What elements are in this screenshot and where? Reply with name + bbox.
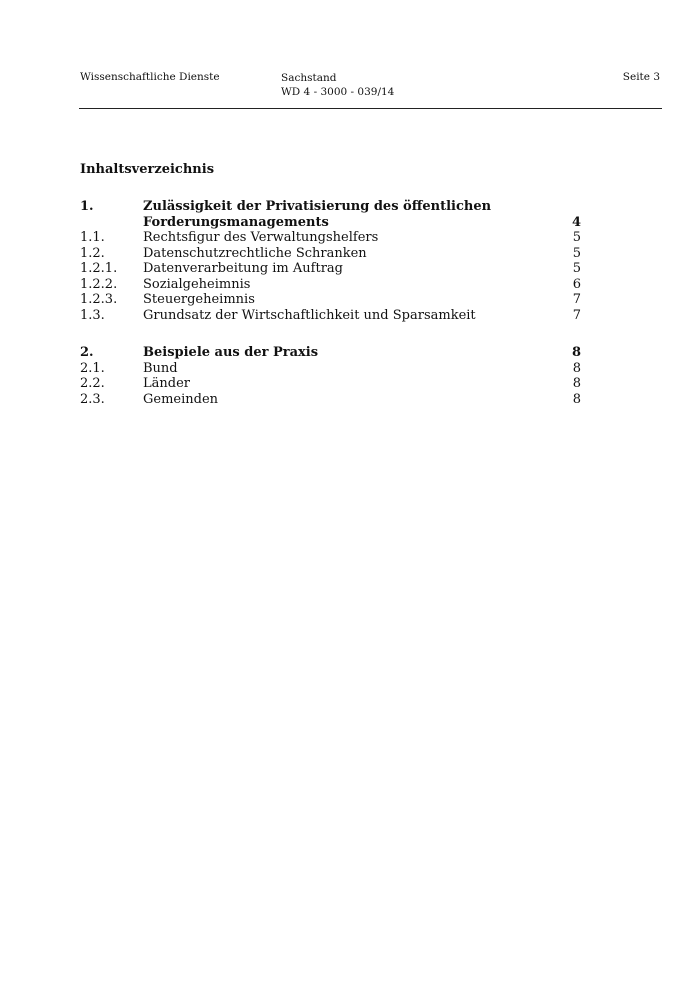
toc-entry-title: Rechtsfigur des Verwaltungshelfers <box>143 230 379 245</box>
toc-entry-1-3[interactable] <box>80 308 581 324</box>
toc-entry-number: 1.1. <box>80 230 105 245</box>
toc-entry-1-2[interactable] <box>80 246 581 262</box>
toc-entry-title-line-1: Zulässigkeit der Privatisierung des öffentlichen <box>143 199 492 214</box>
header-divider <box>79 108 662 109</box>
toc-entry-number: 1.2.2. <box>80 276 118 292</box>
toc-entry-page: 8 <box>572 360 581 376</box>
toc-entry-2-1[interactable] <box>80 361 581 377</box>
toc-entry-number: 2.3. <box>80 391 105 407</box>
toc-entry-1-1[interactable] <box>80 230 581 246</box>
toc-entry-1-2-3[interactable] <box>80 292 581 308</box>
toc-entry-page: 6 <box>572 276 581 292</box>
toc-entry-number: 1.2.3. <box>80 292 118 307</box>
toc-entry-title: Beispiele aus der Praxis <box>143 345 319 360</box>
document-info <box>281 71 394 99</box>
toc-entry-number: 2. <box>80 345 94 360</box>
toc-entry-page: 7 <box>572 292 581 307</box>
toc-entry-2-2[interactable] <box>80 376 581 392</box>
toc-entry-2-3[interactable] <box>80 392 581 408</box>
toc-entry-title: Datenschutzrechtliche Schranken <box>143 245 367 261</box>
toc-heading: Inhaltsverzeichnis <box>80 162 215 177</box>
toc-entry-number: 1.2. <box>80 245 105 261</box>
toc-entry-1-2-1[interactable] <box>80 261 581 277</box>
toc-entry-title: Gemeinden <box>143 391 219 407</box>
toc-entry-2[interactable] <box>80 345 581 361</box>
toc-entry-title: Bund <box>143 360 178 376</box>
toc-entry-page: 8 <box>572 391 581 407</box>
toc-entry-number: 1. <box>80 199 94 214</box>
page-number: Seite 3 <box>622 71 660 83</box>
section-spacer <box>80 323 581 345</box>
toc-entry-number: 1.3. <box>80 307 105 323</box>
toc-entry-page: 5 <box>572 245 581 261</box>
toc-entry-1[interactable] <box>80 199 581 230</box>
toc-entry-title: Grundsatz der Wirtschaftlichkeit und Sparsamkeit <box>143 307 476 323</box>
toc-entry-title: Sozialgeheimnis <box>143 276 251 292</box>
document-type: Sachstand <box>281 72 337 84</box>
table-of-contents <box>80 199 581 407</box>
page-header <box>0 0 700 110</box>
toc-entry-1-2-2[interactable] <box>80 277 581 293</box>
toc-entry-page: 4 <box>571 214 581 230</box>
toc-entry-number: 2.2. <box>80 376 105 391</box>
toc-entry-page: 5 <box>572 230 581 245</box>
toc-entry-page: 7 <box>572 307 581 323</box>
toc-entry-number: 2.1. <box>80 360 105 376</box>
toc-entry-number: 1.2.1. <box>80 261 118 276</box>
toc-entry-title: Steuergeheimnis <box>143 292 255 307</box>
document-number: WD 4 - 3000 - 039/14 <box>281 86 395 98</box>
toc-entry-page: 8 <box>572 376 581 391</box>
toc-entry-title: Länder <box>143 376 190 391</box>
toc-entry-title <box>143 199 551 230</box>
toc-entry-page: 8 <box>571 345 581 360</box>
toc-entry-title: Datenverarbeitung im Auftrag <box>143 261 343 276</box>
organization-name: Wissenschaftliche Dienste <box>80 71 220 83</box>
toc-entry-page: 5 <box>572 261 581 276</box>
toc-entry-title-line-2: Forderungsmanagements <box>143 214 329 230</box>
